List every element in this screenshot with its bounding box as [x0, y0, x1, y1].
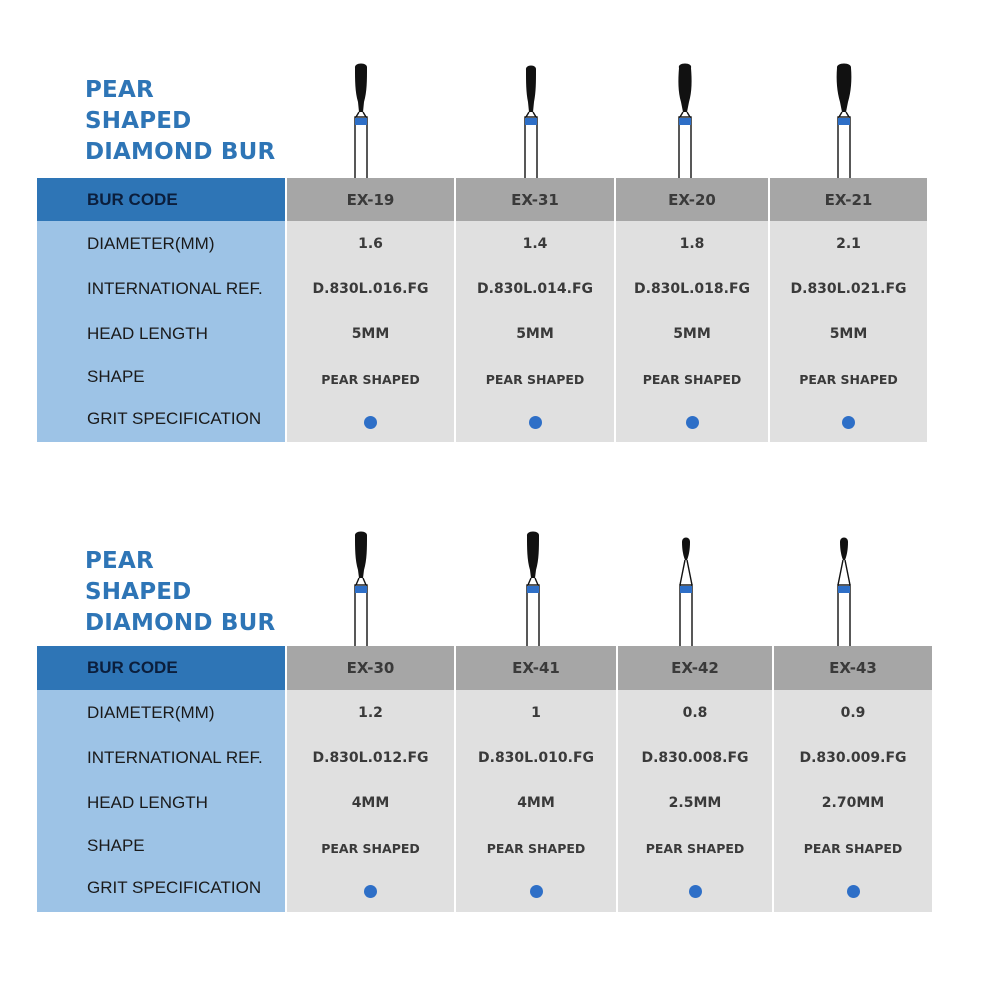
grit-dot-icon	[364, 885, 377, 898]
bur-code-cell: EX-31	[454, 178, 614, 223]
international-ref-cell: D.830.009.FG	[772, 735, 932, 783]
row-label: SHAPE	[37, 356, 285, 404]
small-pear-bur-icon	[838, 538, 850, 648]
bur-images	[0, 0, 1000, 180]
shape-cell: PEAR SHAPED	[616, 825, 772, 873]
table-row	[37, 356, 927, 404]
head-length-cell: 5MM	[614, 312, 768, 358]
grit-cell	[614, 402, 768, 444]
shape-cell: PEAR SHAPED	[614, 356, 768, 404]
row-label: DIAMETER(MM)	[37, 221, 285, 268]
small-pear-bur-icon	[680, 538, 692, 648]
grit-cell	[772, 871, 932, 914]
bur-code-cell: EX-19	[285, 178, 454, 223]
bur-images	[0, 470, 1000, 650]
pear-bur-icon	[355, 532, 367, 648]
grit-dot-icon	[364, 416, 377, 429]
table-row	[37, 825, 932, 873]
row-label: HEAD LENGTH	[37, 781, 285, 827]
row-label: DIAMETER(MM)	[37, 690, 285, 737]
table-row	[37, 871, 932, 914]
table-row	[37, 312, 927, 358]
title-line: DIAMOND BUR	[85, 139, 276, 165]
row-label: GRIT SPECIFICATION	[37, 871, 285, 914]
pear-bur-icon	[837, 64, 852, 180]
bur-section-2	[0, 470, 1000, 930]
diameter-cell: 2.1	[768, 221, 927, 268]
grit-dot-icon	[529, 416, 542, 429]
table-row	[37, 266, 927, 314]
head-length-cell: 5MM	[454, 312, 614, 358]
international-ref-cell: D.830L.012.FG	[285, 735, 454, 783]
shape-cell: PEAR SHAPED	[772, 825, 932, 873]
row-label: GRIT SPECIFICATION	[37, 402, 285, 444]
bur-code-cell: EX-21	[768, 178, 927, 223]
row-label: INTERNATIONAL REF.	[37, 735, 285, 783]
grit-cell	[616, 871, 772, 914]
head-length-cell: 5MM	[285, 312, 454, 358]
international-ref-cell: D.830L.018.FG	[614, 266, 768, 314]
pear-bur-icon	[355, 64, 367, 180]
international-ref-cell: D.830L.016.FG	[285, 266, 454, 314]
bur-code-cell: EX-43	[772, 646, 932, 692]
international-ref-cell: D.830L.021.FG	[768, 266, 927, 314]
head-length-cell: 2.5MM	[616, 781, 772, 827]
table-row	[37, 735, 932, 783]
grit-cell	[768, 402, 927, 444]
shape-cell: PEAR SHAPED	[454, 356, 614, 404]
table-row	[37, 178, 927, 223]
grit-cell	[454, 402, 614, 444]
grit-dot-icon	[686, 416, 699, 429]
shape-cell: PEAR SHAPED	[285, 825, 454, 873]
table-row	[37, 646, 932, 692]
bur-code-cell: EX-30	[285, 646, 454, 692]
pear-bur-icon	[527, 532, 539, 648]
grit-cell	[454, 871, 616, 914]
pear-bur-icon	[678, 64, 691, 180]
grit-dot-icon	[847, 885, 860, 898]
head-length-cell: 4MM	[454, 781, 616, 827]
shape-cell: PEAR SHAPED	[454, 825, 616, 873]
row-label: BUR CODE	[37, 178, 285, 223]
grit-dot-icon	[842, 416, 855, 429]
diameter-cell: 0.9	[772, 690, 932, 737]
table-row	[37, 402, 927, 444]
bur-code-cell: EX-42	[616, 646, 772, 692]
shape-cell: PEAR SHAPED	[768, 356, 927, 404]
diameter-cell: 1	[454, 690, 616, 737]
table-row	[37, 221, 927, 268]
row-label: SHAPE	[37, 825, 285, 873]
diameter-cell: 1.4	[454, 221, 614, 268]
international-ref-cell: D.830.008.FG	[616, 735, 772, 783]
title-line: SHAPED	[85, 108, 192, 134]
grit-cell	[285, 871, 454, 914]
table-row	[37, 781, 932, 827]
row-label: INTERNATIONAL REF.	[37, 266, 285, 314]
international-ref-cell: D.830L.010.FG	[454, 735, 616, 783]
bur-code-cell: EX-20	[614, 178, 768, 223]
head-length-cell: 4MM	[285, 781, 454, 827]
diameter-cell: 1.8	[614, 221, 768, 268]
bur-section-1	[0, 0, 1000, 460]
grit-dot-icon	[689, 885, 702, 898]
table-row	[37, 690, 932, 737]
pear-bur-icon	[525, 66, 537, 180]
shape-cell: PEAR SHAPED	[285, 356, 454, 404]
title-line: DIAMOND BUR	[85, 610, 276, 636]
international-ref-cell: D.830L.014.FG	[454, 266, 614, 314]
head-length-cell: 5MM	[768, 312, 927, 358]
row-label: BUR CODE	[37, 646, 285, 692]
title-line: PEAR	[85, 548, 154, 574]
diameter-cell: 1.2	[285, 690, 454, 737]
row-label: HEAD LENGTH	[37, 312, 285, 358]
bur-code-cell: EX-41	[454, 646, 616, 692]
title-line: PEAR	[85, 77, 154, 103]
diameter-cell: 1.6	[285, 221, 454, 268]
head-length-cell: 2.70MM	[772, 781, 932, 827]
grit-dot-icon	[530, 885, 543, 898]
grit-cell	[285, 402, 454, 444]
diameter-cell: 0.8	[616, 690, 772, 737]
title-line: SHAPED	[85, 579, 192, 605]
